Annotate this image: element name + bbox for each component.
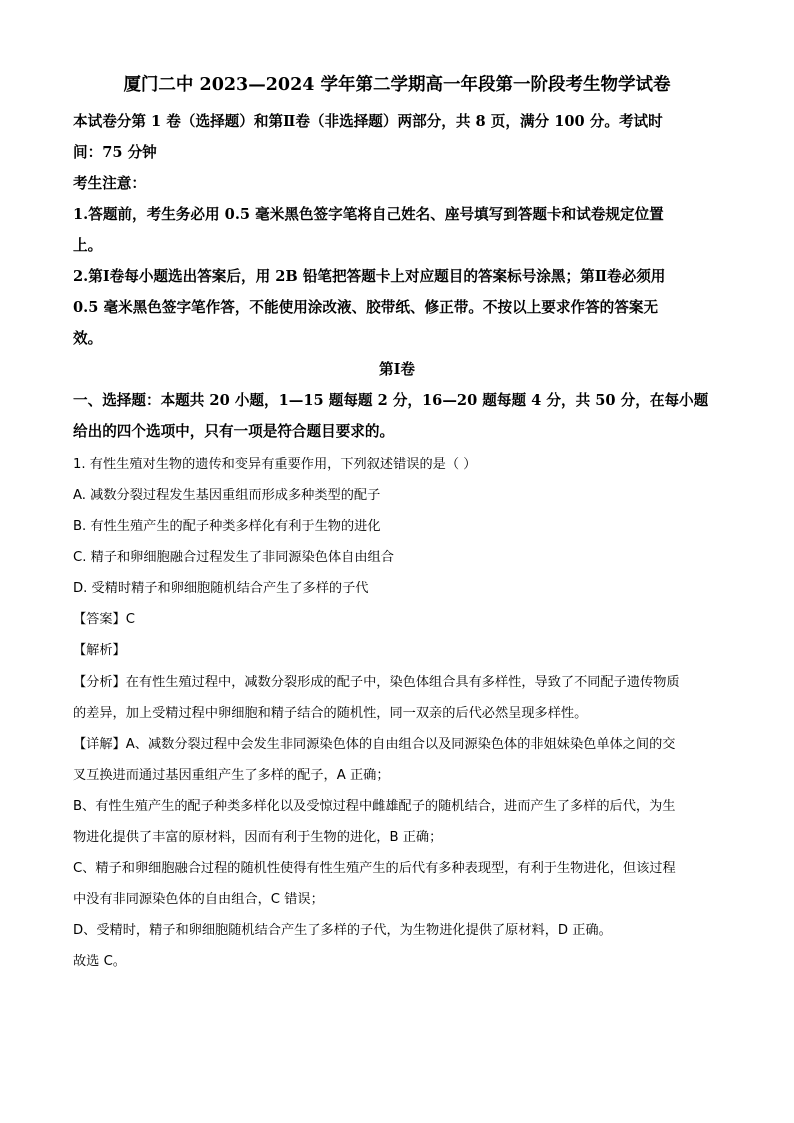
analysis-line: 【详解】A、减数分裂过程中会发生非同源染色体的自由组合以及同源染色体的非姐妹染色单体之间的交 [73, 737, 676, 752]
analysis-line: 物进化提供了丰富的原材料，因而有利于生物的进化，B 正确； [73, 830, 443, 845]
option-b: B. 有性生殖产生的配子种类多样化有利于生物的进化 [73, 519, 381, 534]
section-title: 第Ⅰ卷 [378, 361, 415, 378]
analysis-line: 故选 C。 [73, 954, 126, 969]
analysis-line: 中没有非同源染色体的自由组合，C 错误； [73, 892, 324, 907]
analysis-line: 的差异，加上受精过程中卵细胞和精子结合的随机性，同一双亲的后代必然呈现多样性。 [73, 706, 588, 721]
analysis-heading: 【解析】 [73, 643, 126, 658]
analysis-line: C、精子和卵细胞融合过程的随机性使得有性生殖产生的后代有多种表现型，有利于生物进化，但该过程 [73, 861, 676, 876]
option-a: A. 减数分裂过程发生基因重组而形成多种类型的配子 [73, 488, 381, 503]
intro-line-2: 间：75 分钟 [73, 144, 157, 161]
answer-label: 【答案】C [73, 612, 135, 627]
option-d: D. 受精时精子和卵细胞随机结合产生了多样的子代 [73, 581, 369, 596]
analysis-line: D、受精时，精子和卵细胞随机结合产生了多样的子代，为生物进化提供了原材料，D 正确。 [73, 923, 612, 938]
notice-1-line-2: 上。 [73, 237, 103, 254]
exam-title: 厦门二中 2023—2024 学年第二学期高一年段第一阶段考生物学试卷 [123, 75, 671, 95]
analysis-line: 叉互换进而通过基因重组产生了多样的配子，A 正确； [73, 768, 390, 783]
part-heading-line-2: 给出的四个选项中，只有一项是符合题目要求的。 [73, 423, 395, 440]
notice-2-line-3: 效。 [73, 330, 103, 347]
part-heading-line-1: 一、选择题：本题共 20 小题，1—15 题每题 2 分，16—20 题每题 4 分，共 50 分，在每小题 [73, 392, 709, 409]
intro-line-1: 本试卷分第 1 卷（选择题）和第Ⅱ卷（非选择题）两部分，共 8 页，满分 100 分。考试时 [73, 113, 663, 130]
notice-2-line-2: 0.5 毫米黑色签字笔作答，不能使用涂改液、胶带纸、修正带。不按以上要求作答的答案无 [73, 299, 659, 316]
analysis-line: B、有性生殖产生的配子种类多样化以及受惊过程中雌雄配子的随机结合，进而产生了多样的后代，为生 [73, 799, 676, 814]
option-c: C. 精子和卵细胞融合过程发生了非同源染色体自由组合 [73, 550, 394, 565]
notice-1-line-1: 1.答题前，考生务必用 0.5 毫米黑色签字笔将自己姓名、座号填写到答题卡和试卷规定位置 [73, 206, 664, 223]
analysis-line: 【分析】在有性生殖过程中，减数分裂形成的配子中，染色体组合具有多样性，导致了不同配子遗传物质 [73, 675, 680, 690]
question-stem: 1. 有性生殖对生物的遗传和变异有重要作用，下列叙述错误的是（ ） [73, 457, 477, 472]
notice-2-line-1: 2.第Ⅰ卷每小题选出答案后，用 2B 铅笔把答题卡上对应题目的答案标号涂黑；第Ⅱ卷必须用 [73, 268, 666, 285]
notice-heading: 考生注意： [73, 175, 146, 192]
